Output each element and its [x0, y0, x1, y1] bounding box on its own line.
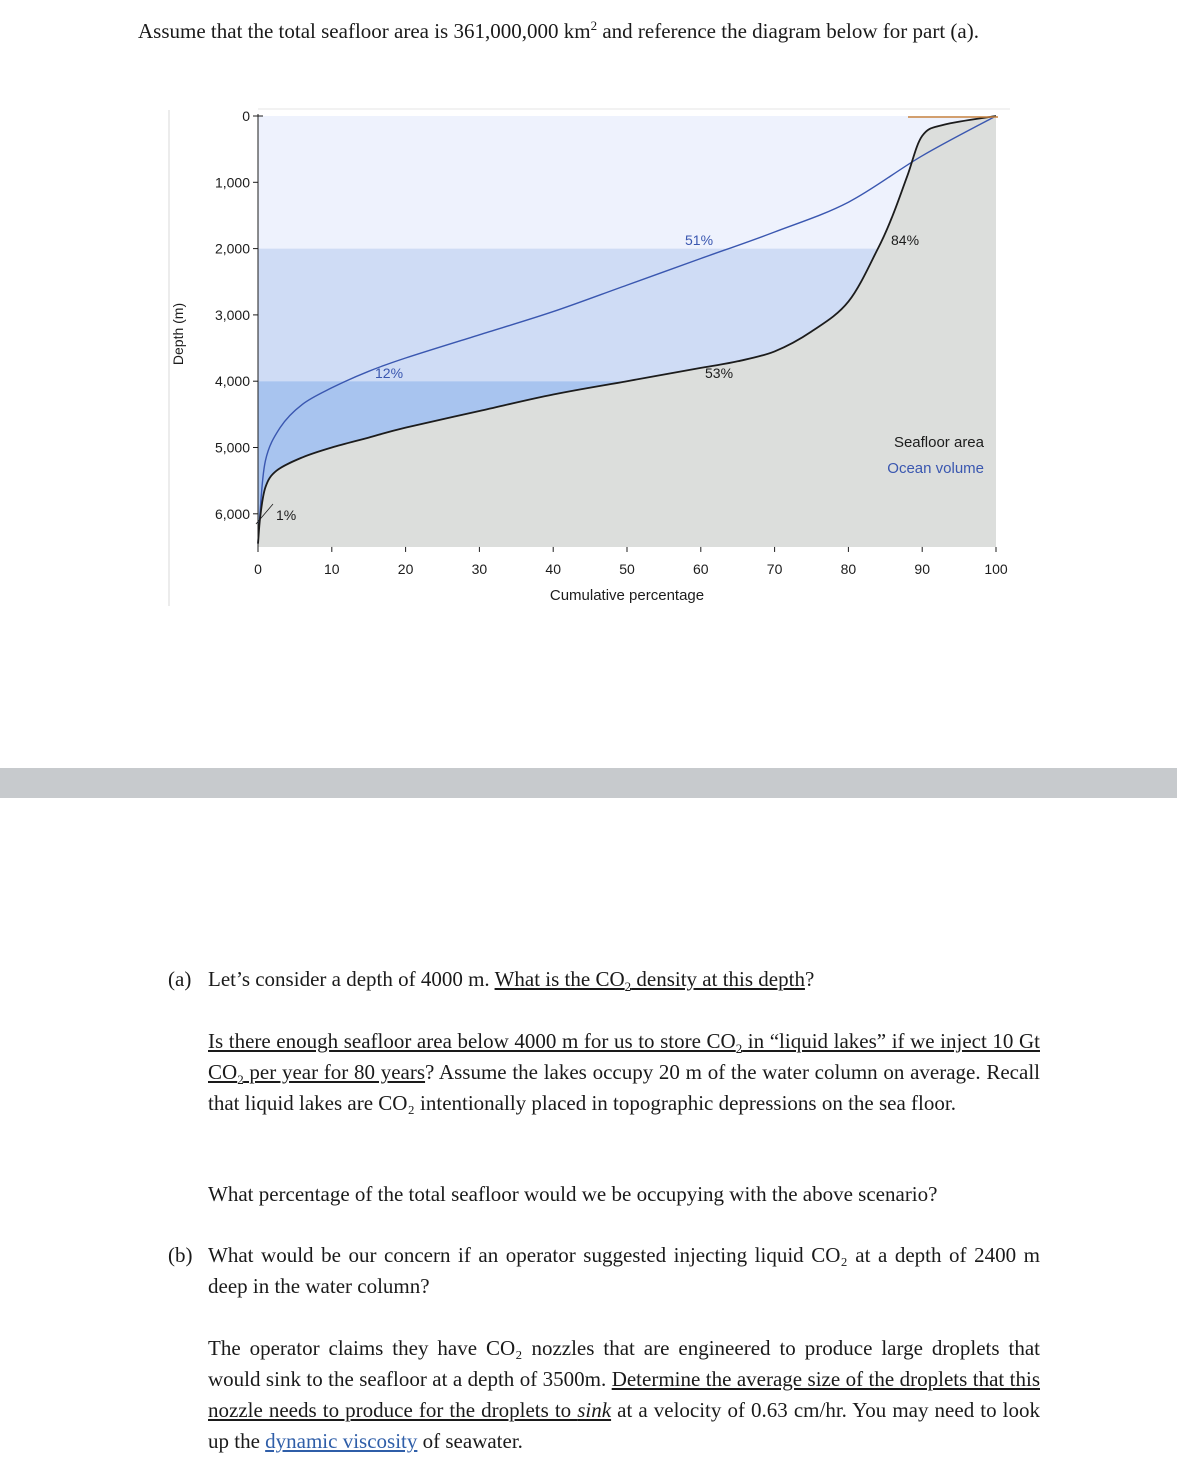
legend-ocean-volume: Ocean volume — [887, 460, 984, 477]
x-tick-label-4: 40 — [545, 560, 561, 577]
y-axis-title: Depth (m) — [170, 302, 186, 366]
y-tick-label-0: 0 — [242, 108, 250, 124]
y-tick-label-3: 3,000 — [214, 306, 250, 323]
legend-seafloor-area: Seafloor area — [893, 434, 984, 451]
question-a-percentage: What percentage of the total seafloor would we be occupying with the above scenario? — [208, 1182, 938, 1206]
dynamic-viscosity-link[interactable]: dynamic viscosity — [265, 1429, 418, 1453]
chart-svg — [168, 106, 1010, 606]
question-a-seafloor-area: Is there enough seafloor area below 4000 m for us to store $CO_2$ in “liquid lakes” if we inject 10 Gt $CO_2$ per year for 80 years? Assume the lakes occupy 20 m of the water column on average. Recall that liquid lakes are CO₂ intentionally placed in topographic depressions on the sea floor. — [208, 1029, 1040, 1115]
y-tick-label-6: 6,000 — [214, 505, 250, 522]
x-tick-label-10: 100 — [984, 560, 1008, 577]
annotation-1: 1% — [276, 507, 297, 523]
question-b-text: What would be our concern if an operator suggested injecting liquid CO₂ at a depth of 2400 m deep in the water column? — [208, 1243, 1040, 1298]
x-tick-label-6: 60 — [693, 560, 709, 577]
x-tick-label-8: 80 — [840, 560, 857, 577]
x-axis-title: Cumulative percentage — [549, 587, 705, 604]
annotation-12: 12% — [375, 365, 404, 381]
depth-band-0 — [258, 116, 996, 249]
x-tick-label-0: 0 — [254, 560, 262, 577]
x-tick-label-7: 70 — [766, 560, 783, 577]
question-a-text: Let’s consider a depth of 4000 m. What is the $CO_2$ density at this depth? — [208, 967, 815, 995]
y-tick-label-5: 5,000 — [214, 439, 250, 456]
annotation-84: 84% — [891, 232, 920, 248]
x-tick-label-1: 10 — [324, 560, 340, 577]
question-a-co2-density: What is the $CO_2$ density at this depth — [494, 967, 805, 995]
question-b-label: (b) — [168, 1243, 193, 1267]
question-a-label: (a) — [168, 967, 192, 991]
page-separator-bar — [0, 768, 1177, 798]
y-tick-label-1: 1,000 — [214, 174, 250, 191]
y-tick-label-2: 2,000 — [214, 240, 250, 257]
annotation-51: 51% — [685, 232, 714, 248]
x-tick-label-2: 20 — [397, 560, 414, 577]
question-b-droplets: The operator claims they have CO₂ nozzles that are engineered to produce large droplets that would sink to the seafloor at a depth of 3500m. Determine the average size of the droplets that this nozzle needs to produce for the droplets to sink at a velocity of 0.63 cm/hr. You may need to look up the dynamic viscosity of seawater. — [208, 1336, 1040, 1453]
intro-paragraph: Assume that the total seafloor area is 361,000,000 $km^2$ and reference the diagram below for part (a). — [138, 18, 979, 43]
depth-distribution-chart — [168, 106, 1010, 606]
annotation-53: 53% — [705, 365, 734, 381]
y-tick-label-4: 4,000 — [214, 373, 250, 390]
x-tick-label-3: 30 — [471, 560, 488, 577]
x-tick-label-5: 50 — [619, 560, 635, 577]
x-tick-label-9: 90 — [914, 560, 930, 577]
